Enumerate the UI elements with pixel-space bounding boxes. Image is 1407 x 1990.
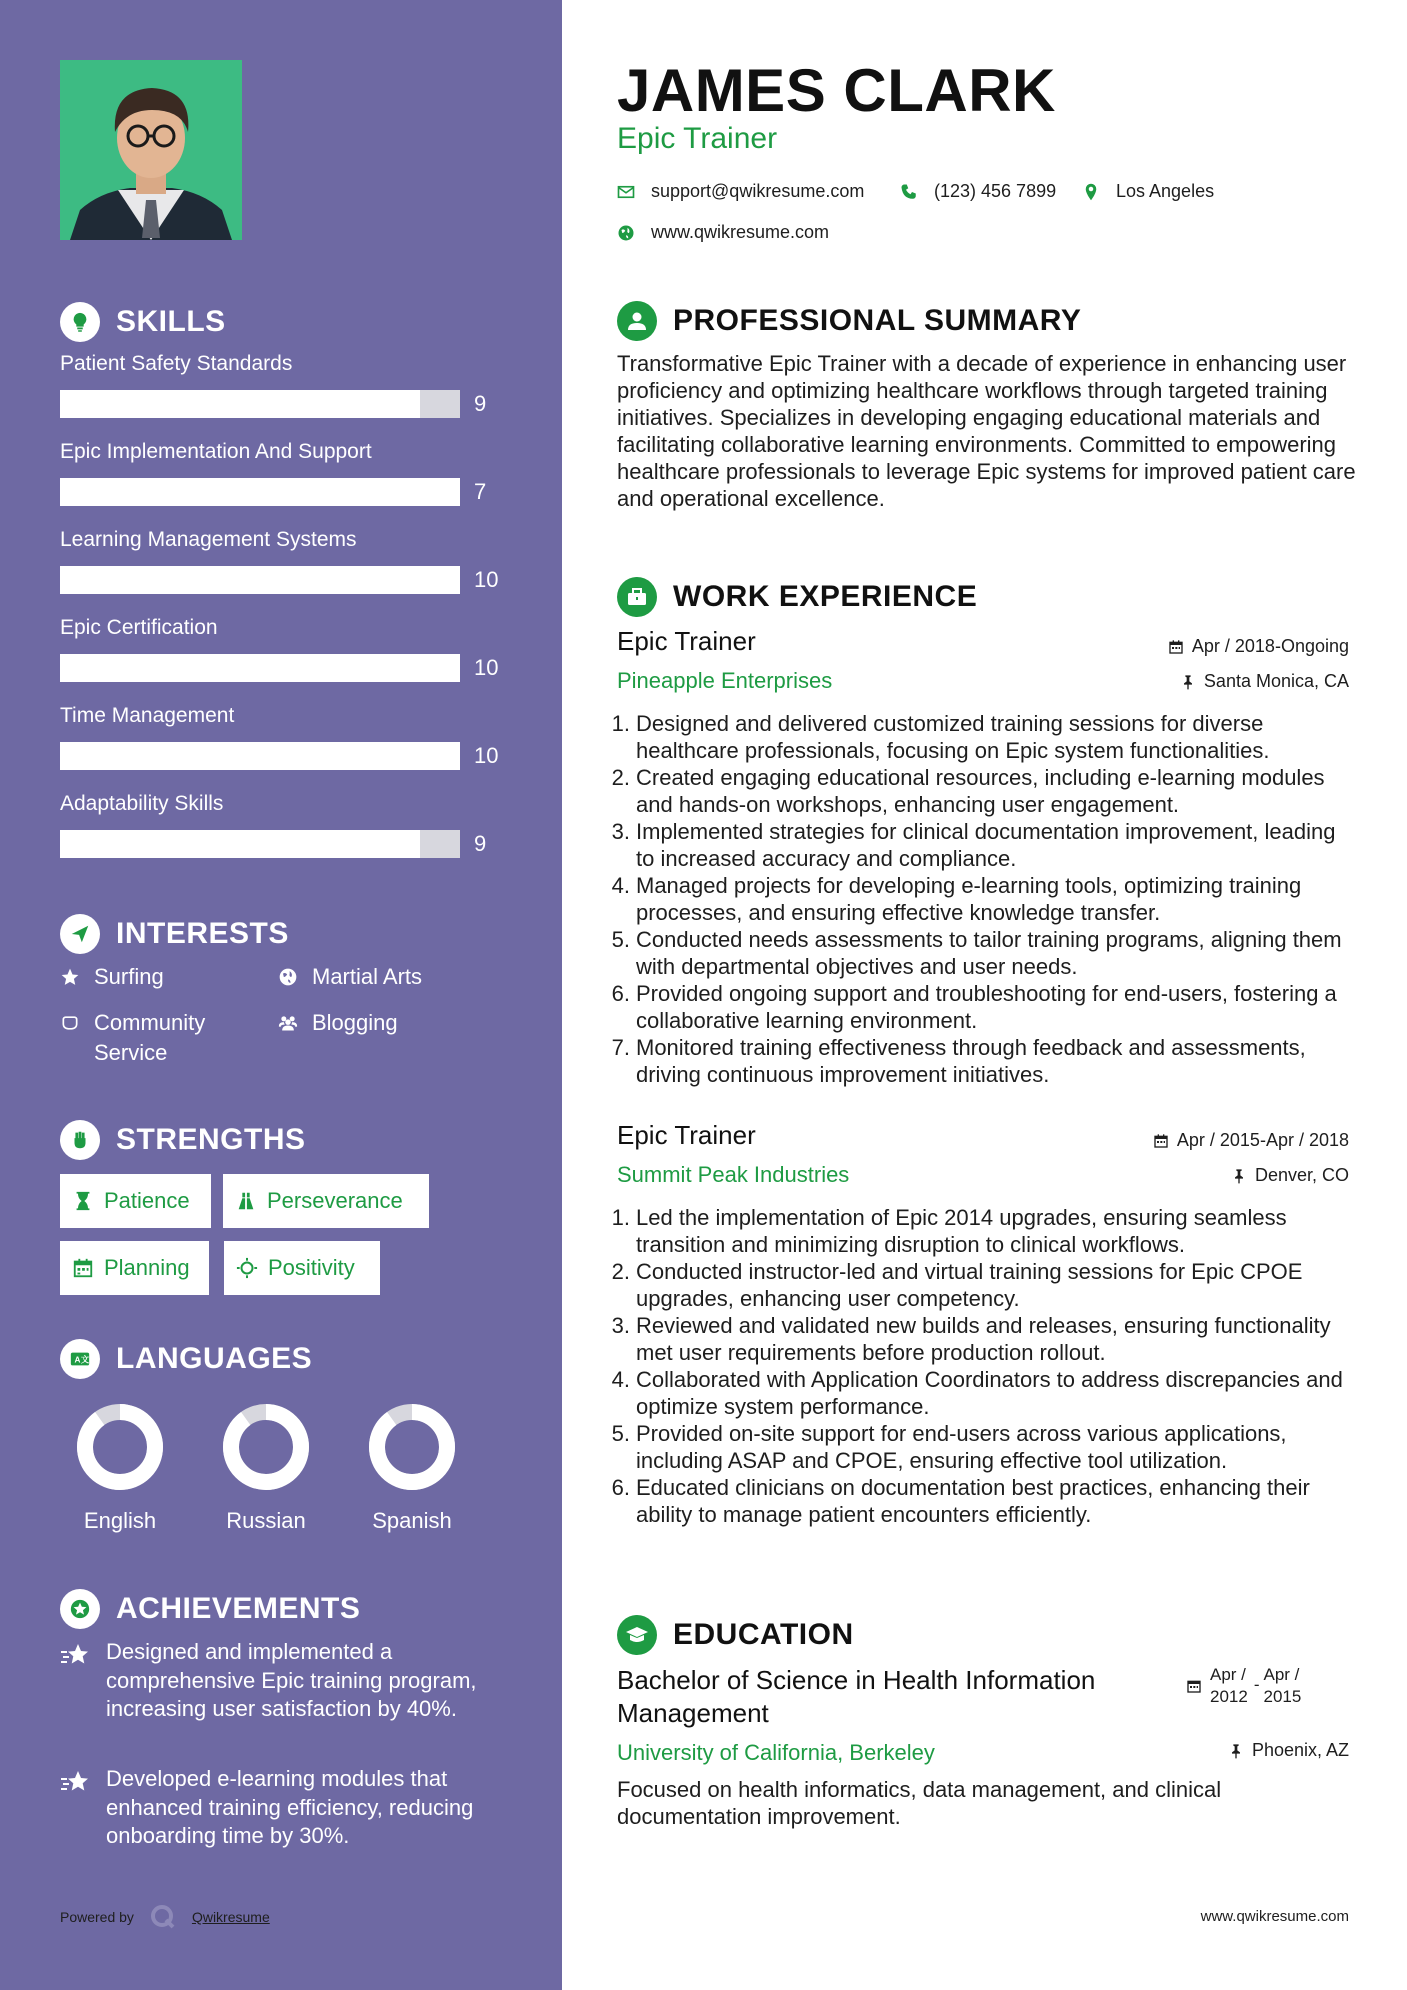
duty-text: Educated clinicians on documentation best practices, enhancing their ability to manage patient encounters efficiently. [636, 1475, 1310, 1527]
skill-bar-fill [60, 742, 460, 770]
duty-text: Provided on-site support for end-users across various applications, including ASAP and CPOE, ensuring effective tool utilization. [636, 1421, 1287, 1473]
education-location [1228, 1740, 1349, 1761]
job-location-text: Denver, CO [1254, 1165, 1349, 1185]
duty-number: 1. [611, 1205, 630, 1230]
job-company: Summit Peak Industries [617, 1162, 850, 1187]
duty-number: 3. [611, 1313, 630, 1338]
contact-website[interactable] [617, 222, 829, 243]
strength-badge [224, 1241, 380, 1295]
duty-number: 2. [611, 1259, 630, 1284]
contact-email[interactable] [617, 181, 864, 202]
candidate-name: JAMES CLARK [617, 57, 1056, 124]
job-duty [608, 1258, 1358, 1312]
interests-title: INTERESTS [116, 917, 289, 950]
qwikresume-logo-icon [150, 1904, 176, 1930]
interest-label: Surfing [94, 964, 164, 989]
interest-item [60, 1008, 244, 1068]
language-item [50, 1402, 190, 1534]
award-icon [60, 1589, 100, 1629]
pin-icon [1231, 1168, 1247, 1184]
skill-bar-fill [60, 478, 460, 506]
star-icon [60, 962, 82, 992]
powered-by-label: Powered by [60, 1909, 134, 1925]
education-date-separator: - [1253, 1675, 1260, 1694]
duty-number: 6. [611, 981, 630, 1006]
achievement-text: Developed e-learning modules that enhanced training efficiency, reducing onboarding time by 30%. [106, 1766, 474, 1848]
sun-icon [236, 1257, 258, 1279]
job-dates [1168, 636, 1349, 657]
duty-number: 4. [611, 1367, 630, 1392]
interest-item [60, 962, 164, 992]
education-description: Focused on health informatics, data management, and clinical documentation improvement. [617, 1777, 1222, 1829]
education-start-month: Apr / [1210, 1665, 1246, 1684]
hand-icon [60, 1008, 82, 1038]
trophy-star-icon [60, 1767, 92, 1799]
achievements-heading [60, 1589, 360, 1629]
language-donut-fill [377, 1412, 447, 1482]
qwikresume-link[interactable]: Qwikresume [191, 1909, 270, 1925]
job-duty [608, 764, 1358, 818]
skill-bar-fill [60, 566, 460, 594]
strengths-heading [60, 1120, 306, 1160]
skill-value: 7 [474, 479, 487, 504]
duty-number: 5. [611, 1421, 630, 1446]
skill-name: Time Management [60, 704, 235, 727]
strength-label: Planning [104, 1255, 190, 1280]
duty-number: 2. [611, 765, 630, 790]
languages-title: LANGUAGES [116, 1342, 313, 1375]
profile-photo [60, 60, 242, 240]
summary-heading [617, 301, 1081, 341]
skill-bar-fill [60, 654, 460, 682]
svg-text:文: 文 [80, 1355, 90, 1365]
education-heading [617, 1615, 854, 1655]
skill-name: Learning Management Systems [60, 528, 357, 551]
skill-bar [60, 742, 460, 770]
experience-title: WORK EXPERIENCE [673, 580, 978, 613]
skill-bar [60, 830, 460, 858]
language-name: English [83, 1508, 157, 1533]
globe-icon [617, 224, 635, 242]
education-degree: Bachelor of Science in Health Information Management [617, 1665, 1096, 1728]
skill-bar [60, 566, 460, 594]
calendar-icon [1168, 639, 1184, 655]
skill-bar-fill [60, 390, 420, 418]
duty-text: Designed and delivered customized training sessions for diverse healthcare professionals, focusing on Epic system functionalities. [636, 711, 1270, 763]
job-duty [608, 1420, 1358, 1474]
globe-icon [278, 962, 300, 992]
duty-number: 7. [611, 1035, 630, 1060]
language-donut [367, 1402, 457, 1492]
duty-text: Monitored training effectiveness through feedback and assessments, driving continuous improvement initiatives. [636, 1035, 1306, 1087]
interest-label: Community Service [94, 1010, 206, 1065]
strength-badge [60, 1174, 211, 1228]
language-donut [75, 1402, 165, 1492]
duty-number: 1. [611, 711, 630, 736]
language-donut-fill [85, 1412, 155, 1482]
duty-text: Implemented strategies for clinical documentation improvement, leading to increased accuracy and compliance. [636, 819, 1336, 871]
road-icon [235, 1190, 257, 1212]
job-duty [608, 710, 1358, 764]
map-pin-icon [1082, 183, 1100, 201]
skill-value: 9 [474, 831, 487, 856]
contact-location [1082, 181, 1214, 202]
user-icon [617, 301, 657, 341]
summary-title: PROFESSIONAL SUMMARY [673, 304, 1082, 337]
fist-icon [60, 1120, 100, 1160]
language-donut [221, 1402, 311, 1492]
job-duties [608, 710, 1358, 1088]
interest-label: Blogging [312, 1010, 398, 1035]
email-text: support@qwikresume.com [651, 181, 865, 201]
duty-number: 4. [611, 873, 630, 898]
powered-by [60, 1904, 270, 1930]
education-start [1210, 1664, 1248, 1708]
job-dates-text: Apr / 2015-Apr / 2018 [1176, 1130, 1349, 1150]
job-duty [608, 1034, 1358, 1088]
language-name: Russian [226, 1508, 306, 1533]
skill-name: Epic Certification [60, 616, 218, 639]
experience-heading [617, 577, 977, 617]
pin-icon [1228, 1743, 1244, 1759]
lightbulb-icon [60, 302, 100, 342]
skill-name: Patient Safety Standards [60, 352, 293, 375]
summary-text: Transformative Epic Trainer with a decade of experience in enhancing user proficiency and optimizing healthcare workflows through targeted training initiatives. Specializes in developing engaging educational materials and facilitating collaborative learning environments. Committed to empowering healthcare professionals to leverage Epic systems for improved patient care and operational excellence. [617, 351, 1356, 511]
location-text: Los Angeles [1116, 181, 1215, 201]
languages-heading [60, 1339, 312, 1379]
calendar-icon [1186, 1678, 1202, 1694]
interests-heading [60, 914, 289, 954]
interest-label: Martial Arts [312, 964, 423, 989]
duty-text: Collaborated with Application Coordinators to address discrepancies and optimize system performance. [636, 1367, 1343, 1419]
duty-text: Led the implementation of Epic 2014 upgrades, ensuring seamless transition and minimizing disruption to clinical workflows. [636, 1205, 1287, 1257]
skill-value: 10 [474, 743, 499, 768]
job-title: Epic Trainer [617, 626, 756, 656]
education-title: EDUCATION [673, 1618, 854, 1651]
calendar-icon [72, 1257, 94, 1279]
hourglass-icon [72, 1190, 94, 1212]
job-location [1180, 671, 1349, 692]
job-duty [608, 926, 1358, 980]
skills-title: SKILLS [116, 305, 226, 338]
paper-plane-icon [60, 914, 100, 954]
strength-badge [223, 1174, 429, 1228]
duty-text: Reviewed and validated new builds and releases, ensuring functionality met user requirements before production rollout. [636, 1313, 1331, 1365]
phone-icon [900, 183, 918, 201]
language-donut-fill [231, 1412, 301, 1482]
skill-value: 10 [474, 567, 499, 592]
skill-value: 9 [474, 391, 487, 416]
briefcase-icon [617, 577, 657, 617]
education-dates [1186, 1664, 1301, 1708]
job-duty [608, 1312, 1358, 1366]
duty-text: Conducted needs assessments to tailor training programs, aligning them with departmental objectives and user needs. [636, 927, 1342, 979]
strength-label: Patience [104, 1188, 190, 1213]
svg-text:A: A [74, 1355, 81, 1365]
job-location [1231, 1165, 1349, 1186]
education-university: University of California, Berkeley [617, 1740, 935, 1765]
education-end-year: 2015 [1263, 1687, 1302, 1706]
job-dates [1153, 1130, 1349, 1151]
duty-number: 5. [611, 927, 630, 952]
job-dates-text: Apr / 2018-Ongoing [1191, 636, 1349, 656]
sidebar [0, 0, 562, 1990]
skills-heading [60, 302, 226, 342]
job-duties [608, 1204, 1358, 1528]
interest-item [278, 1008, 398, 1038]
candidate-role: Epic Trainer [617, 122, 778, 155]
language-item [196, 1402, 336, 1534]
footer-url[interactable]: www.qwikresume.com [1200, 1908, 1349, 1925]
graduation-cap-icon [617, 1615, 657, 1655]
skill-bar [60, 390, 460, 418]
job-duty [608, 1204, 1358, 1258]
job-duty [608, 872, 1358, 926]
achievement-item [60, 1638, 506, 1724]
skill-bar [60, 654, 460, 682]
contact-phone[interactable] [900, 181, 1056, 202]
interest-item [278, 962, 422, 992]
duty-text: Conducted instructor-led and virtual training sessions for Epic CPOE upgrades, enhancing user competency. [636, 1259, 1303, 1311]
phone-text: (123) 456 7899 [934, 181, 1057, 201]
strength-label: Positivity [268, 1255, 355, 1280]
skill-bar-fill [60, 830, 420, 858]
envelope-icon [617, 183, 635, 201]
language-name: Spanish [372, 1508, 452, 1533]
strength-label: Perseverance [267, 1188, 403, 1213]
strengths-title: STRENGTHS [116, 1123, 306, 1156]
skill-name: Adaptability Skills [60, 792, 224, 815]
job-duty [608, 818, 1358, 872]
education-end-month: Apr / [1263, 1665, 1300, 1684]
website-text: www.qwikresume.com [651, 222, 830, 242]
duty-text: Managed projects for developing e-learning tools, optimizing training processes, and ensuring effective knowledge transfer. [636, 873, 1302, 925]
duty-number: 3. [611, 819, 630, 844]
job-duty [608, 1366, 1358, 1420]
calendar-icon [1153, 1133, 1169, 1149]
translate-icon [60, 1339, 100, 1379]
skill-value: 10 [474, 655, 499, 680]
duty-text: Created engaging educational resources, including e-learning modules and hands-on workshops, enhancing user engagement. [636, 765, 1325, 817]
job-location-text: Santa Monica, CA [1203, 671, 1349, 691]
pin-icon [1180, 674, 1196, 690]
job-duty [608, 980, 1358, 1034]
education-end [1264, 1664, 1302, 1708]
skill-name: Epic Implementation And Support [60, 440, 372, 463]
achievements-title: ACHIEVEMENTS [116, 1592, 361, 1625]
strength-badge [60, 1241, 209, 1295]
education-start-year: 2012 [1210, 1687, 1248, 1706]
education-location-text: Phoenix, AZ [1251, 1740, 1349, 1760]
duty-number: 6. [611, 1475, 630, 1500]
achievement-text: Designed and implemented a comprehensive Epic training program, increasing user satisfaction by 40%. [106, 1639, 477, 1721]
achievement-item [60, 1765, 506, 1851]
trophy-star-icon [60, 1640, 92, 1672]
job-title: Epic Trainer [617, 1120, 756, 1150]
duty-text: Provided ongoing support and troubleshooting for end-users, fostering a collaborative learning environment. [636, 981, 1337, 1033]
job-company: Pineapple Enterprises [617, 668, 833, 693]
users-icon [278, 1008, 300, 1038]
language-item [342, 1402, 482, 1534]
skill-bar [60, 478, 460, 506]
job-duty [608, 1474, 1358, 1528]
